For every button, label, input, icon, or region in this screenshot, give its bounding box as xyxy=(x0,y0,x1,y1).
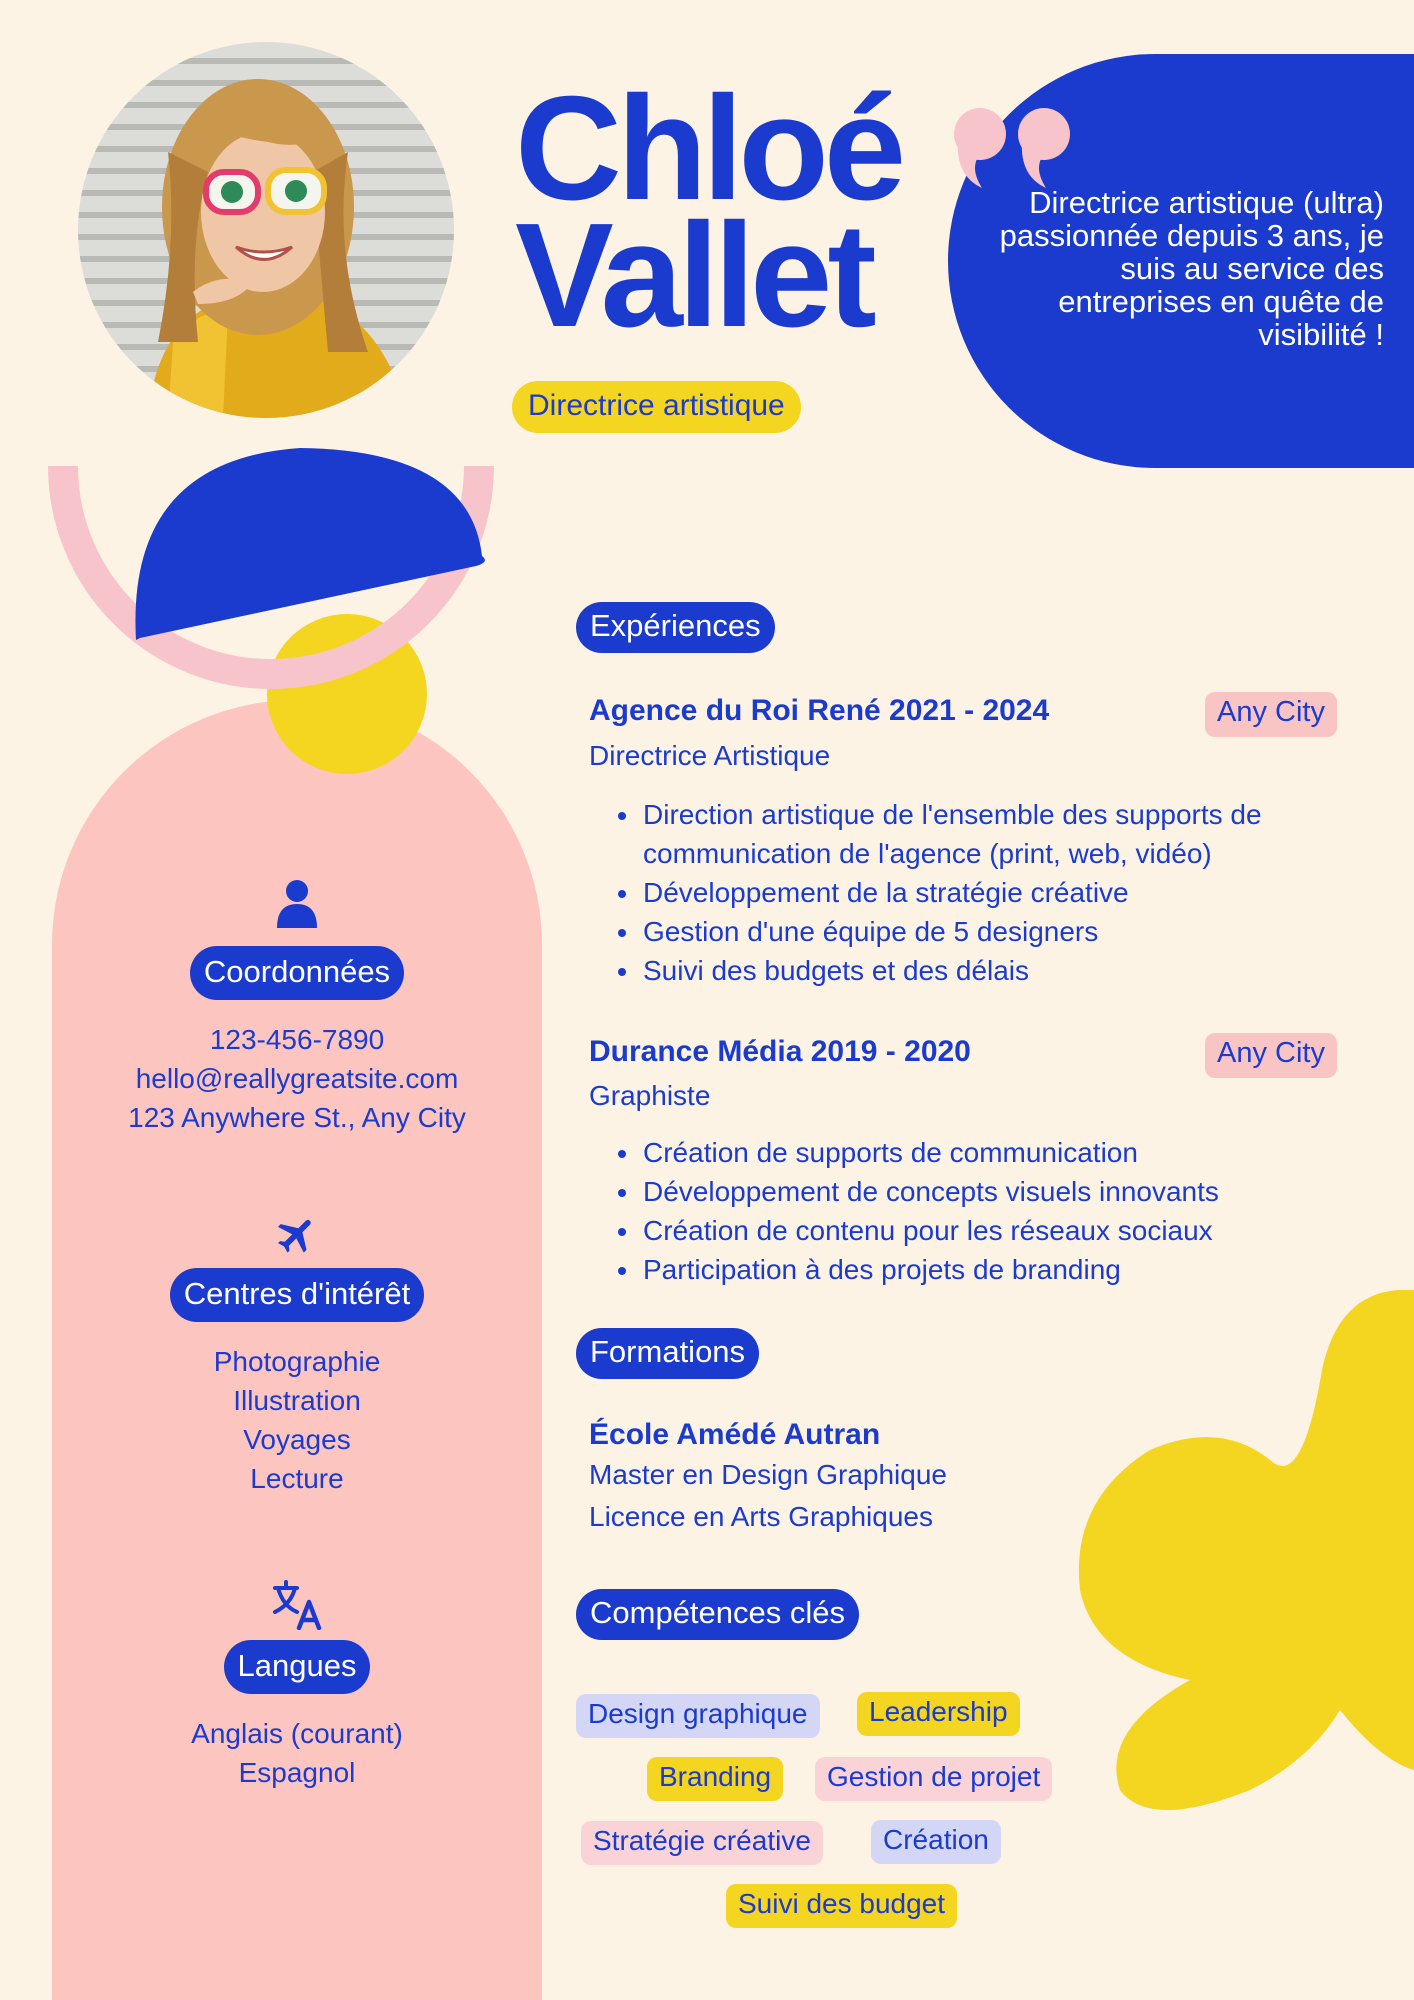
school-name: École Amédé Autran xyxy=(589,1418,881,1451)
duty-item: • Création de supports de communication xyxy=(641,1133,1414,1172)
postal-address: 123 Anywhere St., Any City xyxy=(128,1102,466,1133)
interest-item: Voyages xyxy=(243,1424,351,1455)
skill-tag: Leadership xyxy=(857,1692,1020,1736)
interest-item: Photographie xyxy=(213,1346,381,1377)
skill-tag: Gestion de projet xyxy=(815,1757,1052,1801)
languages-title: Langues xyxy=(224,1640,371,1694)
skill-tag: Stratégie créative xyxy=(581,1821,823,1865)
interest-item: Illustration xyxy=(233,1385,361,1416)
skill-tag: Création xyxy=(871,1820,1001,1864)
interest-item: Lecture xyxy=(250,1463,344,1494)
duty-item: • Gestion d'une équipe de 5 designers xyxy=(641,912,1414,951)
languages-section xyxy=(52,1580,542,1792)
job-heading: Durance Média 2019 - 2020 xyxy=(589,1035,971,1068)
skill-tag: Suivi des budget xyxy=(726,1884,957,1928)
interests-title: Centres d'intérêt xyxy=(170,1268,424,1322)
skill-tag: Branding xyxy=(647,1757,783,1801)
email-address: hello@reallygreatsite.com xyxy=(135,1063,459,1094)
contact-title: Coordonnées xyxy=(190,946,404,1000)
degree-item: Master en Design Graphique xyxy=(589,1459,947,1490)
duty-item: • Développement de la stratégie créative xyxy=(641,873,1414,912)
experiences-title: Expériences xyxy=(576,602,775,653)
profile-photo xyxy=(78,42,454,418)
airplane-icon xyxy=(274,1212,320,1258)
skill-tag: Design graphique xyxy=(576,1694,820,1738)
duty-item: • Suivi des budgets et des délais xyxy=(641,951,1414,990)
duty-item: • Développement de concepts visuels innovants xyxy=(641,1172,1414,1211)
flower-decoration xyxy=(1040,1290,1414,1810)
duty-item: • Création de contenu pour les réseaux sociaux xyxy=(641,1211,1414,1250)
education-title: Formations xyxy=(576,1328,759,1379)
profile-quote: Directrice artistique (ultra) passionnée depuis 3 ans, je suis au service des entreprises en quête de visibilité ! xyxy=(999,185,1384,352)
job-location-tag: Any City xyxy=(1205,692,1337,737)
phone-number: 123-456-7890 xyxy=(209,1024,385,1055)
person-icon xyxy=(277,880,317,928)
job-duties-list xyxy=(589,795,1414,990)
job-position: Graphiste xyxy=(589,1080,711,1111)
translate-icon xyxy=(271,1580,323,1630)
skills-title: Compétences clés xyxy=(576,1589,859,1640)
job-heading: Agence du Roi René 2021 - 2024 xyxy=(589,694,1050,727)
role-badge: Directrice artistique xyxy=(512,381,801,433)
last-name: Vallet xyxy=(515,193,872,359)
candidate-name xyxy=(515,66,935,359)
blue-half-circle-decoration xyxy=(130,440,490,640)
first-name: Chloé xyxy=(515,66,902,231)
interests-section xyxy=(52,1212,542,1498)
job-position: Directrice Artistique xyxy=(589,740,831,771)
degree-item: Licence en Arts Graphiques xyxy=(589,1501,933,1532)
job-duties-list xyxy=(589,1133,1414,1289)
language-item: Espagnol xyxy=(238,1757,356,1788)
duty-item: • Direction artistique de l'ensemble des supports de communication de l'agence (print, web, vidéo) xyxy=(641,795,1414,873)
duty-item: • Participation à des projets de branding xyxy=(641,1250,1414,1289)
job-location-tag: Any City xyxy=(1205,1033,1337,1078)
language-item: Anglais (courant) xyxy=(191,1718,403,1749)
contact-section xyxy=(52,880,542,1137)
quote-icon xyxy=(948,106,1080,190)
